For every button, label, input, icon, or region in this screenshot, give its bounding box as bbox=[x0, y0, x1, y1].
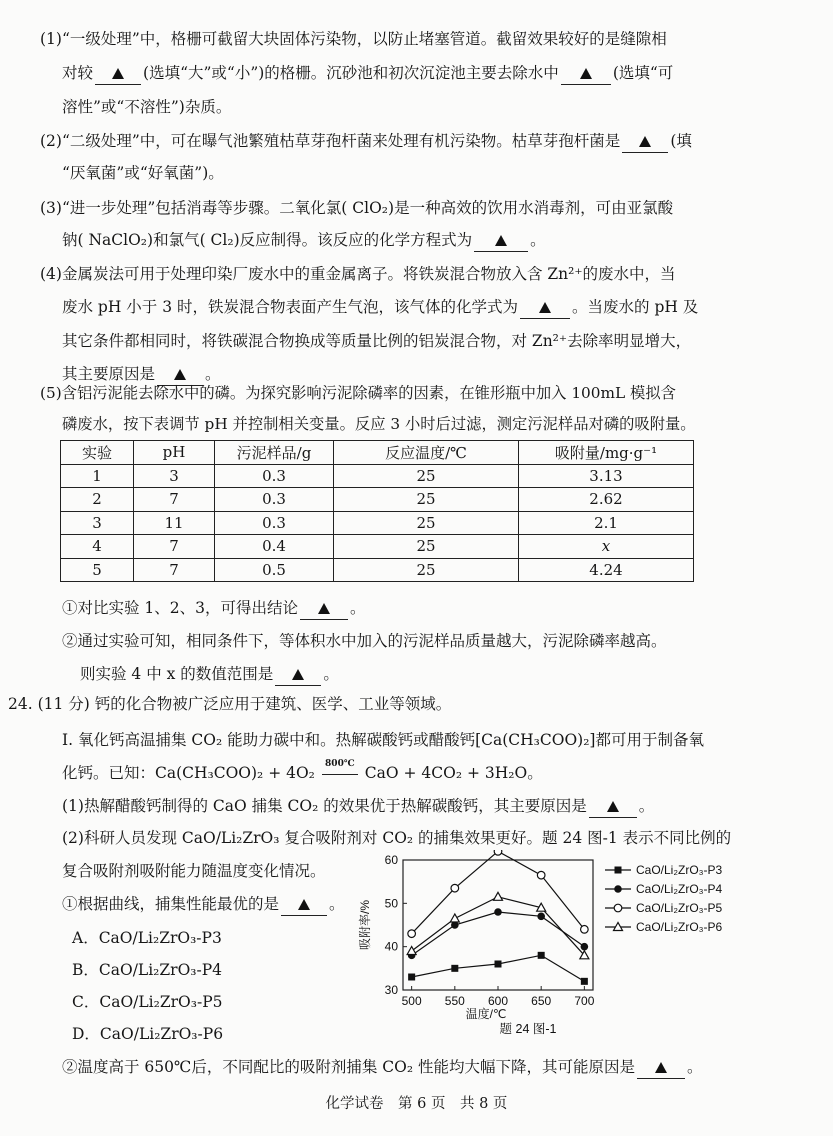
option-b[interactable]: B．CaO/Li₂ZrO₃-P4 bbox=[72, 961, 223, 979]
table-cell: 2.62 bbox=[519, 488, 694, 512]
table-cell: 25 bbox=[334, 511, 519, 535]
triangle-icon bbox=[539, 302, 551, 313]
table-header: 吸附量/mg·g⁻¹ bbox=[519, 441, 694, 465]
table-row bbox=[61, 558, 694, 582]
q24-s2-q2 bbox=[62, 1056, 703, 1079]
triangle-icon bbox=[292, 669, 304, 680]
chart-series bbox=[407, 850, 589, 985]
data-point bbox=[408, 974, 415, 981]
q24-equation-left: 化钙。已知：Ca(CH₃COO)₂ + 4O₂ bbox=[62, 764, 315, 782]
q1-line3: 溶性”或“不溶性”)杂质。 bbox=[62, 98, 232, 116]
q4-text-d: 。 bbox=[205, 365, 221, 383]
table-cell: 3 bbox=[134, 464, 215, 488]
answer-blank[interactable] bbox=[300, 597, 348, 620]
q3-line1: (3)“进一步处理”包括消毒等步骤。二氧化氯( ClO₂)是一种高效的饮用水消毒剂，可由亚氯酸 bbox=[40, 199, 674, 217]
legend-label: CaO/Li₂ZrO₃-P4 bbox=[636, 882, 723, 896]
answer-blank[interactable] bbox=[275, 663, 321, 686]
triangle-icon bbox=[580, 68, 592, 79]
legend-marker bbox=[614, 904, 622, 912]
chart-title: 题 24 图-1 bbox=[499, 1022, 557, 1036]
x-tick-label: 550 bbox=[444, 994, 465, 1008]
answer-blank[interactable] bbox=[281, 893, 327, 916]
q4-line3: 其它条件都相同时，将铁碳混合物换成等质量比例的铝炭混合物，对 Zn²⁺去除率明显增大， bbox=[62, 332, 692, 350]
option-c[interactable]: C．CaO/Li₂ZrO₃-P5 bbox=[72, 993, 223, 1011]
q2-text-a: (2)“二级处理”中，可在曝气池繁殖枯草芽孢杆菌来处理有机污染物。枯草芽孢杆菌是 bbox=[40, 132, 621, 150]
q24-s2-q1 bbox=[62, 893, 345, 916]
option-d[interactable]: D．CaO/Li₂ZrO₃-P6 bbox=[72, 1025, 224, 1043]
table-header-row bbox=[61, 441, 694, 465]
q5-line1: (5)含铝污泥能去除水中的磷。为探究影响污泥除磷率的因素，在锥形瓶中加入 100mL 模拟含 bbox=[40, 384, 676, 402]
q24-header: 24. (11 分) 钙的化合物被广泛应用于建筑、医学、工业等领域。 bbox=[8, 695, 452, 713]
data-point bbox=[581, 978, 588, 985]
q24-s1-text: (1)热解醋酸钙制得的 CaO 捕集 CO₂ 的效果优于热解碳酸钙，其主要原因是 bbox=[62, 797, 587, 815]
q5-sub1-end: 。 bbox=[350, 599, 366, 617]
q3-text-a: 钠( NaClO₂)和氯气( Cl₂)反应制得。该反应的化学方程式为 bbox=[62, 231, 473, 249]
data-point bbox=[581, 943, 589, 951]
table-cell: 7 bbox=[134, 488, 215, 512]
x-tick-label: 650 bbox=[531, 994, 552, 1008]
y-tick-label: 30 bbox=[384, 983, 398, 997]
legend-label: CaO/Li₂ZrO₃-P3 bbox=[636, 863, 723, 877]
q24-s2-q2-text: ②温度高于 650℃后，不同配比的吸附剂捕集 CO₂ 性能均大幅下降，其可能原因是 bbox=[62, 1058, 635, 1076]
q5-sub2-line1: ②通过实验可知，相同条件下，等体积水中加入的污泥样品质量越大，污泥除磷率越高。 bbox=[62, 632, 667, 650]
page-footer: 化学试卷 第 6 页 共 8 页 bbox=[325, 1096, 508, 1112]
data-point bbox=[537, 871, 545, 879]
answer-blank[interactable] bbox=[95, 62, 141, 85]
table-cell: 4.24 bbox=[519, 558, 694, 582]
reaction-condition: 800℃ bbox=[325, 759, 355, 769]
data-point bbox=[408, 930, 416, 938]
q1-line2 bbox=[62, 62, 673, 85]
y-tick-label: 50 bbox=[384, 896, 398, 911]
q4-line2 bbox=[62, 296, 698, 319]
table-cell: 0.5 bbox=[215, 558, 334, 582]
q1-text-a: 对较 bbox=[62, 64, 94, 82]
table-header: 实验 bbox=[61, 441, 134, 465]
table-cell: 3.13 bbox=[519, 464, 694, 488]
data-point bbox=[537, 913, 545, 921]
triangle-icon bbox=[112, 68, 124, 79]
triangle-icon bbox=[495, 235, 507, 246]
q1-text-c: (选填“可 bbox=[612, 64, 674, 82]
q4-text-a: 废水 pH 小于 3 时，铁炭混合物表面产生气泡，该气体的化学式为 bbox=[62, 298, 519, 316]
table-cell: 7 bbox=[134, 558, 215, 582]
table-header: pH bbox=[134, 441, 215, 465]
q5-sub1 bbox=[62, 597, 366, 620]
q3-line2 bbox=[62, 229, 546, 252]
table-cell: 25 bbox=[334, 488, 519, 512]
y-tick-label: 60 bbox=[384, 853, 398, 867]
triangle-icon bbox=[607, 801, 619, 812]
table-cell: 1 bbox=[61, 464, 134, 488]
legend-label: CaO/Li₂ZrO₃-P5 bbox=[636, 901, 723, 915]
chart-legend bbox=[605, 863, 723, 934]
data-point bbox=[451, 965, 458, 972]
q5-sub1-text: ①对比实验 1、2、3，可得出结论 bbox=[62, 599, 299, 617]
q4-line1: (4)金属炭法可用于处理印染厂废水中的重金属离子。将铁炭混合物放入含 Zn²⁺的废水中，当 bbox=[40, 265, 676, 283]
legend-marker bbox=[615, 867, 622, 874]
plot-frame bbox=[403, 860, 593, 990]
answer-blank[interactable] bbox=[589, 795, 637, 818]
x-tick-label: 700 bbox=[574, 994, 595, 1008]
table-header: 反应温度/℃ bbox=[334, 441, 519, 465]
data-point bbox=[407, 947, 416, 955]
data-point bbox=[494, 850, 502, 855]
x-axis-label: 温度/℃ bbox=[465, 1007, 507, 1021]
legend-label: CaO/Li₂ZrO₃-P6 bbox=[636, 920, 723, 934]
q24-s2-q2-end: 。 bbox=[687, 1058, 703, 1076]
table-cell: 0.3 bbox=[215, 488, 334, 512]
table-cell: 11 bbox=[134, 511, 215, 535]
reaction-arrow bbox=[320, 759, 360, 784]
q24-equation-right: CaO + 4CO₂ + 3H₂O。 bbox=[364, 764, 543, 782]
triangle-icon bbox=[318, 603, 330, 614]
q24-s2-line2: 复合吸附剂吸附能力随温度变化情况。 bbox=[62, 862, 326, 880]
q5-sub2-text: 则实验 4 中 x 的数值范围是 bbox=[80, 665, 274, 683]
data-point bbox=[451, 884, 459, 892]
table-row bbox=[61, 488, 694, 512]
q5-sub2-end: 。 bbox=[323, 665, 339, 683]
table-cell: 7 bbox=[134, 535, 215, 559]
x-tick-label: 500 bbox=[401, 994, 422, 1008]
table-cell: 3 bbox=[61, 511, 134, 535]
adsorption-chart bbox=[355, 850, 765, 1050]
table-row bbox=[61, 511, 694, 535]
experiment-table bbox=[60, 440, 694, 582]
q4-text-c: 其主要原因是 bbox=[62, 365, 156, 383]
q3-text-b: 。 bbox=[530, 231, 546, 249]
table-cell: 2 bbox=[61, 488, 134, 512]
table-cell: x bbox=[519, 535, 694, 559]
q4-text-b: 。当废水的 pH 及 bbox=[572, 298, 699, 316]
q24-s1 bbox=[62, 795, 654, 818]
table-header: 污泥样品/g bbox=[215, 441, 334, 465]
table-cell: 0.4 bbox=[215, 535, 334, 559]
answer-blank[interactable] bbox=[637, 1056, 685, 1079]
q5-line2: 磷废水，按下表调节 pH 并控制相关变量。反应 3 小时后过滤，测定污泥样品对磷的吸附量。 bbox=[62, 415, 696, 433]
q24-s1-end: 。 bbox=[638, 797, 655, 815]
triangle-icon bbox=[639, 136, 651, 147]
answer-blank[interactable] bbox=[520, 296, 570, 319]
triangle-icon bbox=[174, 369, 186, 380]
table-cell: 25 bbox=[334, 464, 519, 488]
data-point bbox=[450, 914, 459, 922]
series-line bbox=[412, 955, 585, 981]
series-line bbox=[412, 912, 585, 955]
q24-part1-line2 bbox=[62, 759, 543, 784]
option-a[interactable]: A．CaO/Li₂ZrO₃-P3 bbox=[72, 929, 222, 947]
data-point bbox=[494, 892, 503, 900]
y-axis-label: 吸附率/% bbox=[358, 899, 372, 951]
legend-marker bbox=[614, 885, 622, 893]
data-point bbox=[538, 952, 545, 959]
data-point bbox=[495, 961, 502, 968]
q24-part1-line1: Ⅰ. 氧化钙高温捕集 CO₂ 能助力碳中和。热解碳酸钙或醋酸钙[Ca(CH₃COO)₂]都可用于制备氧 bbox=[62, 731, 704, 749]
table-cell: 25 bbox=[334, 535, 519, 559]
q1-line1: (1)“一级处理”中，格栅可截留大块固体污染物，以防止堵塞管道。截留效果较好的是缝隙相 bbox=[40, 30, 667, 48]
q24-s2-line1: (2)科研人员发现 CaO/Li₂ZrO₃ 复合吸附剂对 CO₂ 的捕集效果更好。题 24 图-1 表示不同比例的 bbox=[62, 829, 732, 847]
chart-axes bbox=[357, 853, 595, 1036]
data-point bbox=[581, 926, 589, 934]
table-cell: 5 bbox=[61, 558, 134, 582]
q2-line2: “厌氧菌”或“好氧菌”)。 bbox=[62, 164, 224, 182]
triangle-icon bbox=[655, 1062, 667, 1073]
q24-s2-q1-end: 。 bbox=[329, 895, 345, 913]
answer-blank[interactable] bbox=[561, 62, 611, 85]
data-point bbox=[494, 908, 502, 916]
q2-text-b: (填 bbox=[670, 132, 692, 150]
triangle-icon bbox=[298, 899, 310, 910]
table-cell: 2.1 bbox=[519, 511, 694, 535]
q5-sub2-line2 bbox=[80, 663, 339, 686]
table-cell: 4 bbox=[61, 535, 134, 559]
answer-blank[interactable] bbox=[474, 229, 528, 252]
table-row bbox=[61, 535, 694, 559]
table-row bbox=[61, 464, 694, 488]
x-tick-label: 600 bbox=[487, 994, 509, 1008]
table-cell: 0.3 bbox=[215, 464, 334, 488]
table-cell: 25 bbox=[334, 558, 519, 582]
q24-s2-q1-text: ①根据曲线，捕集性能最优的是 bbox=[62, 895, 280, 913]
q1-text-b: (选填“大”或“小”)的格栅。沉砂池和初次沉淀池主要去除水中 bbox=[143, 64, 559, 82]
q2-line1 bbox=[40, 130, 692, 153]
answer-blank[interactable] bbox=[622, 130, 668, 153]
table-cell: 0.3 bbox=[215, 511, 334, 535]
y-tick-label: 40 bbox=[384, 939, 398, 954]
